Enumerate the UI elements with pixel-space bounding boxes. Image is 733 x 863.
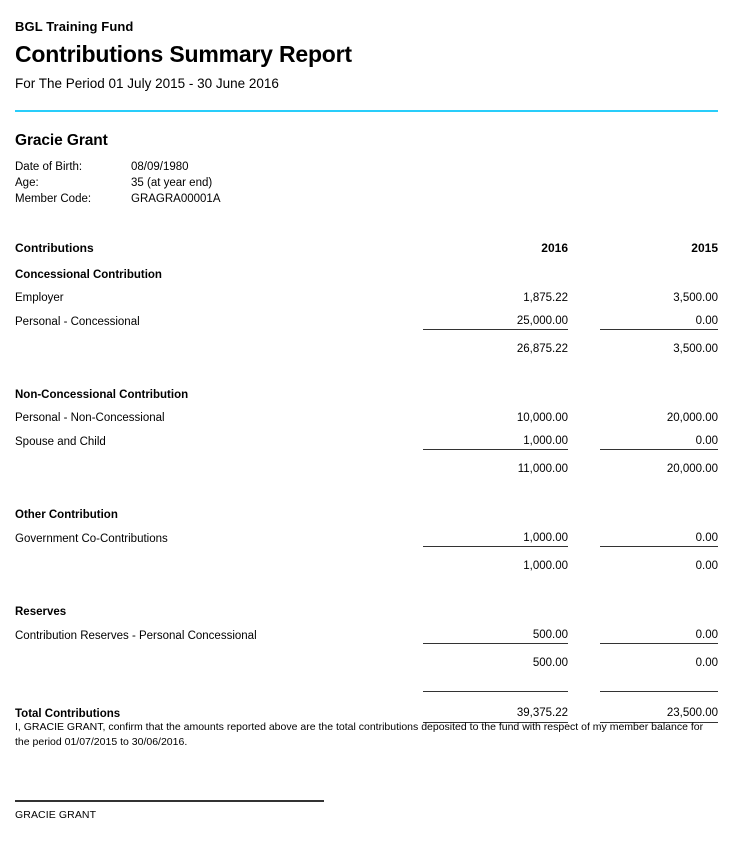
column-header-2016: 2016 <box>541 241 568 255</box>
member-detail-row <box>15 191 221 207</box>
row-label: Spouse and Child <box>15 435 106 448</box>
subtotal-value-2015: 0.00 <box>600 644 718 672</box>
member-name: Gracie Grant <box>15 132 108 149</box>
row-value-2015: 0.00 <box>695 315 718 327</box>
row-spacer <box>15 574 718 594</box>
member-detail-value: 08/09/1980 <box>131 161 189 173</box>
subtotal-row <box>15 644 718 672</box>
signature-name: GRACIE GRANT <box>15 808 97 821</box>
row-value-2016: 1,875.22 <box>523 292 568 304</box>
table-header-row <box>15 230 718 257</box>
row-value-2016: 10,000.00 <box>516 412 568 424</box>
column-header-label: Contributions <box>15 241 94 255</box>
row-value-2015: 0.00 <box>695 629 718 641</box>
column-header-2015: 2015 <box>691 241 718 255</box>
group-header-row <box>15 257 718 283</box>
member-detail-label: Age: <box>15 177 39 189</box>
report-header <box>15 0 718 112</box>
row-label: Government Co-Contributions <box>15 532 168 545</box>
subtotal-value-2016: 26,875.22 <box>423 330 568 358</box>
table-row <box>15 403 718 426</box>
row-value-2015: 3,500.00 <box>673 292 718 304</box>
subtotal-row <box>15 547 718 575</box>
group-title: Non-Concessional Contribution <box>15 389 189 401</box>
fund-name: BGL Training Fund <box>15 19 134 34</box>
table-row <box>15 620 718 644</box>
signature-line <box>15 800 324 802</box>
member-detail-row <box>15 159 221 175</box>
member-block <box>15 131 718 207</box>
subtotal-value-2016: 500.00 <box>423 644 568 672</box>
row-label: Personal - Concessional <box>15 315 140 328</box>
row-value-2015: 20,000.00 <box>666 412 718 424</box>
group-title: Concessional Contribution <box>15 269 162 281</box>
signature-block <box>15 800 325 822</box>
total-value-2016: 39,375.22 <box>423 692 568 723</box>
row-label: Personal - Non-Concessional <box>15 412 165 424</box>
declaration-text: I, GRACIE GRANT, confirm that the amounts reported above are the total contributions deposited to the fund with respect of my member balance for the period 01/07/2015 to 30/06/2016. <box>15 721 704 748</box>
total-row <box>15 692 718 723</box>
total-value-2015: 23,500.00 <box>600 692 718 723</box>
member-detail-value: GRAGRA00001A <box>131 193 221 205</box>
member-detail-row <box>15 175 221 191</box>
group-header-row <box>15 497 718 523</box>
row-value-2016: 1,000.00 <box>523 435 568 447</box>
header-divider <box>15 110 718 112</box>
subtotal-value-2015: 20,000.00 <box>600 450 718 478</box>
member-details-table <box>15 159 221 207</box>
subtotal-row <box>15 330 718 358</box>
row-spacer <box>15 671 718 692</box>
table-row <box>15 283 718 306</box>
row-value-2015: 0.00 <box>695 532 718 544</box>
subtotal-value-2015: 3,500.00 <box>600 330 718 358</box>
subtotal-value-2016: 11,000.00 <box>423 450 568 478</box>
report-period: For The Period 01 July 2015 - 30 June 2016 <box>15 76 279 91</box>
subtotal-row <box>15 450 718 478</box>
total-label: Total Contributions <box>15 707 121 720</box>
table-row <box>15 306 718 330</box>
subtotal-value-2016: 1,000.00 <box>423 547 568 575</box>
group-header-row <box>15 377 718 403</box>
member-detail-value: 35 (at year end) <box>131 177 213 189</box>
contributions-table <box>15 230 718 723</box>
table-row <box>15 523 718 547</box>
table-row <box>15 426 718 450</box>
group-title: Reserves <box>15 606 67 618</box>
row-value-2016: 25,000.00 <box>516 315 568 327</box>
member-detail-label: Date of Birth: <box>15 161 83 173</box>
row-label: Employer <box>15 292 64 304</box>
row-value-2016: 500.00 <box>532 629 568 641</box>
row-spacer <box>15 357 718 377</box>
group-title: Other Contribution <box>15 509 118 521</box>
page-title: Contributions Summary Report <box>15 41 352 67</box>
group-header-row <box>15 594 718 620</box>
row-spacer <box>15 477 718 497</box>
subtotal-value-2015: 0.00 <box>600 547 718 575</box>
row-value-2015: 0.00 <box>695 435 718 447</box>
row-label: Contribution Reserves - Personal Concessional <box>15 629 257 642</box>
member-detail-label: Member Code: <box>15 193 92 205</box>
row-value-2016: 1,000.00 <box>523 532 568 544</box>
